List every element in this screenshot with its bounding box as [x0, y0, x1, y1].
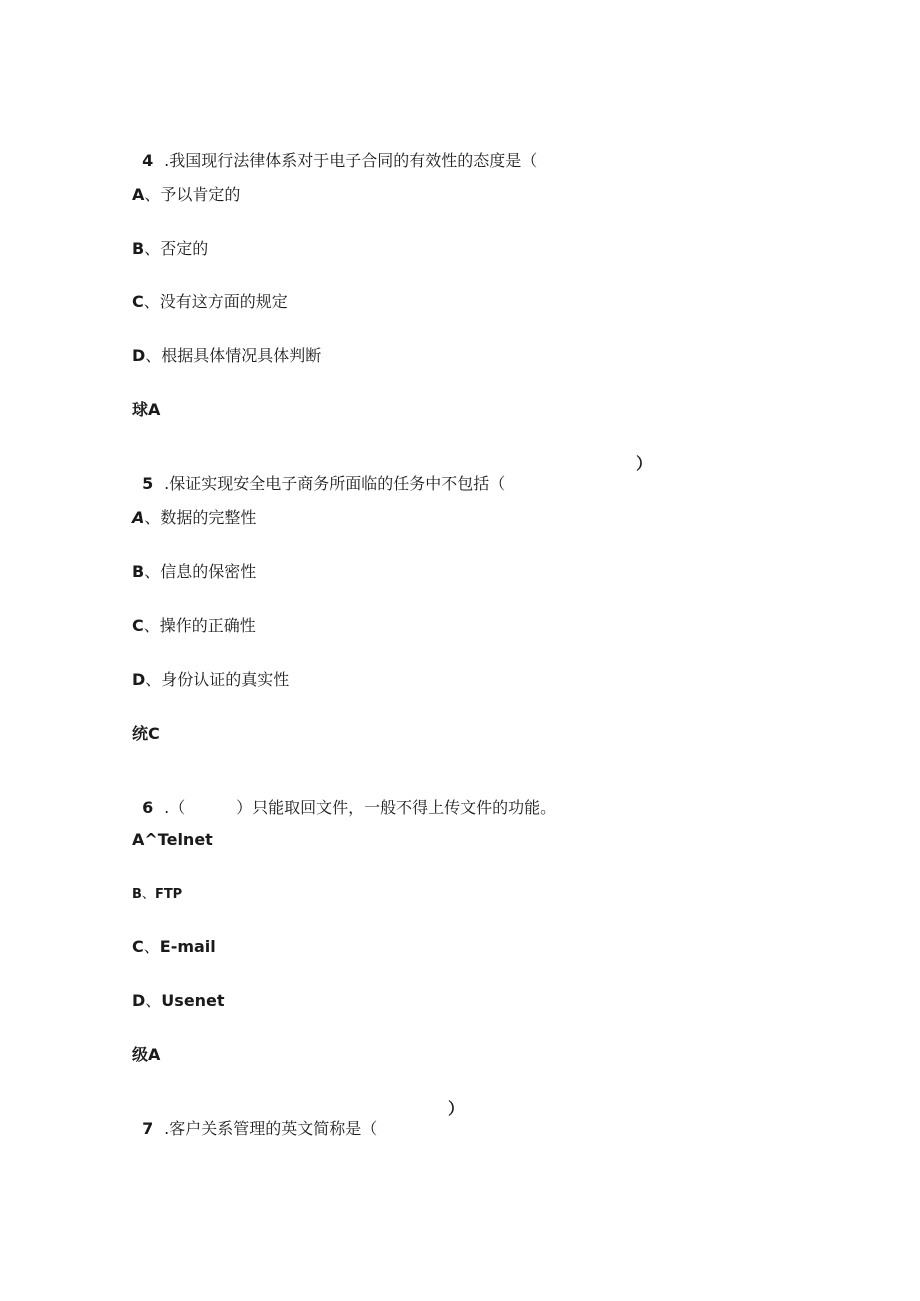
- option-a: A、数据的完整性: [132, 508, 257, 527]
- question-5-stem: [132, 454, 653, 494]
- question-text: .保证实现安全电子商务所面临的任务中不包括（: [164, 474, 506, 493]
- question-6-stem: [132, 778, 556, 818]
- option-c: C、操作的正确性: [132, 616, 256, 635]
- question-number: 6: [142, 798, 154, 817]
- close-bracket: ）: [448, 1099, 465, 1118]
- option-b: B、信息的保密性: [132, 562, 257, 581]
- option-c: C、没有这方面的规定: [132, 292, 288, 311]
- option-b: B、否定的: [132, 239, 209, 258]
- question-number: 7: [142, 1119, 154, 1138]
- option-d: D、根据具体情况具体判断: [132, 346, 322, 365]
- close-bracket: ）: [636, 454, 653, 473]
- answer: 统C: [132, 724, 160, 743]
- option-a: A^Telnet: [132, 830, 213, 849]
- question-text: .（ ）只能取回文件，一般不得上传文件的功能。: [164, 798, 557, 817]
- question-7-stem: [132, 1099, 465, 1139]
- question-4-stem: [132, 131, 537, 171]
- option-a: A、予以肯定的: [132, 185, 241, 204]
- question-number: 4: [142, 151, 154, 170]
- question-text: .我国现行法律体系对于电子合同的有效性的态度是（: [164, 151, 538, 170]
- answer: 球A: [132, 400, 161, 419]
- option-c: C、E-mail: [132, 937, 216, 956]
- question-number: 5: [142, 474, 154, 493]
- answer: 级A: [132, 1045, 161, 1064]
- option-d: D、身份认证的真实性: [132, 670, 290, 689]
- question-text: .客户关系管理的英文简称是（: [164, 1119, 378, 1138]
- option-b: B、FTP: [132, 887, 183, 902]
- option-d: D、Usenet: [132, 991, 225, 1010]
